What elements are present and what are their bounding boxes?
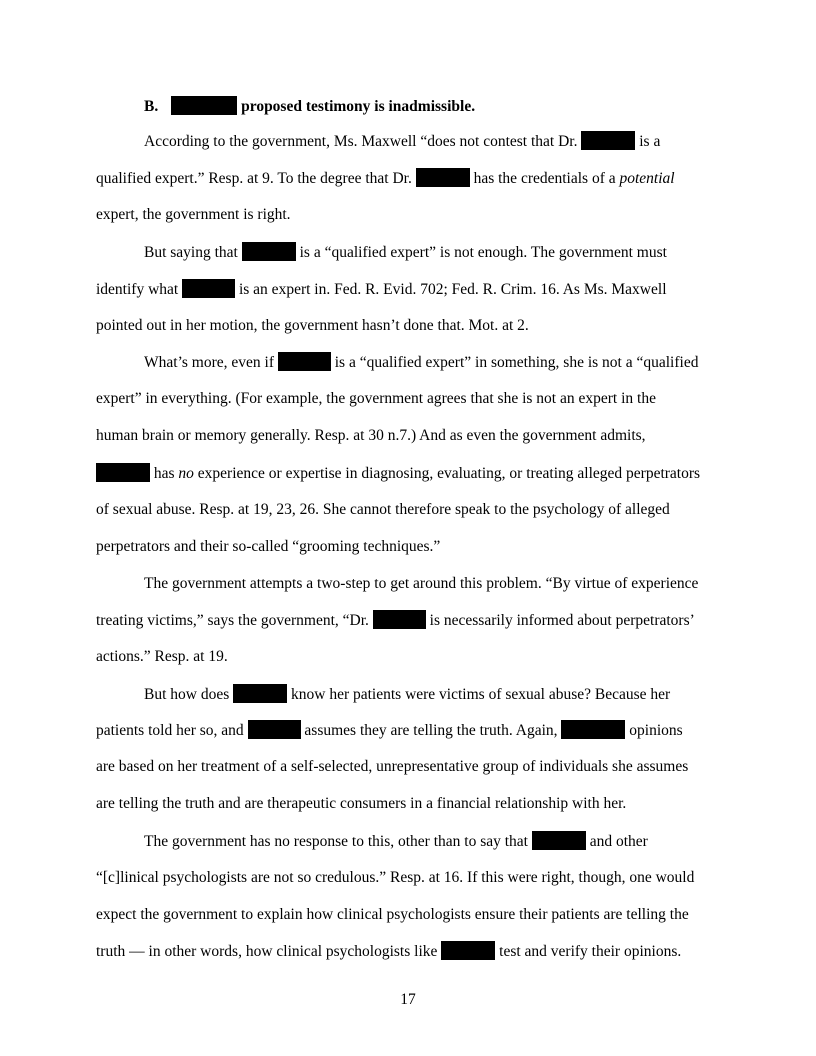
- text-run: know her patients were victims of sexual abuse? Because her: [291, 686, 671, 703]
- text-run: identify what: [96, 281, 179, 298]
- text-line: [144, 131, 660, 152]
- section-label: B.: [144, 98, 159, 115]
- section-heading: [144, 96, 475, 117]
- text-run: test and verify their opinions.: [499, 943, 682, 960]
- text-line: [144, 242, 667, 263]
- text-run: But how does: [144, 686, 230, 703]
- text-run: is a: [639, 133, 661, 150]
- text-line: [96, 168, 675, 189]
- text-run: The government has no response to this, other than to say that: [144, 833, 528, 850]
- text-line: [96, 610, 695, 631]
- text-line: [96, 647, 228, 667]
- emphasis-text: no: [178, 465, 194, 482]
- text-line: [96, 757, 688, 777]
- redaction: [242, 242, 296, 261]
- text-line: [96, 389, 656, 409]
- text-run: treating victims,” says the government, “Dr.: [96, 612, 369, 629]
- page-number: 17: [400, 991, 416, 1008]
- text-run: The government attempts a two-step to get around this problem. “By virtue of experience: [144, 575, 699, 592]
- redaction: [441, 941, 495, 960]
- text-run: of sexual abuse. Resp. at 19, 23, 26. She cannot therefore speak to the psychology of alleged: [96, 501, 670, 518]
- text-run: has the credentials of a: [473, 170, 616, 187]
- text-run: qualified expert.” Resp. at 9. To the degree that Dr.: [96, 170, 412, 187]
- redaction: [233, 684, 287, 703]
- text-run: assumes they are telling the truth. Again,: [304, 722, 558, 739]
- text-run: But saying that: [144, 244, 238, 261]
- text-line: [96, 537, 440, 557]
- text-run: “[c]linical psychologists are not so credulous.” Resp. at 16. If this were right, though, one would: [96, 869, 695, 886]
- text-line: [144, 831, 648, 852]
- text-line: [144, 352, 698, 373]
- text-line: [96, 426, 646, 446]
- text-run: and other: [589, 833, 648, 850]
- redaction: [532, 831, 586, 850]
- text-run: According to the government, Ms. Maxwell “does not contest that Dr.: [144, 133, 578, 150]
- text-run: is a “qualified expert” in something, she is not a “qualified: [334, 354, 699, 371]
- redaction: [248, 720, 301, 739]
- text-line: [96, 205, 291, 225]
- text-line: [96, 941, 681, 962]
- text-line: [96, 794, 626, 814]
- text-run: perpetrators and their so-called “grooming techniques.”: [96, 538, 441, 555]
- text-line: [96, 500, 670, 520]
- text-line: [96, 905, 689, 925]
- text-run: truth — in other words, how clinical psychologists like: [96, 943, 438, 960]
- text-run: is an expert in. Fed. R. Evid. 702; Fed. R. Crim. 16. As Ms. Maxwell: [238, 281, 667, 298]
- redaction: [561, 720, 625, 739]
- emphasis-text: potential: [619, 170, 675, 187]
- text-line: [96, 720, 683, 741]
- redaction: [278, 352, 331, 371]
- text-line: [144, 684, 670, 705]
- text-line: [96, 316, 529, 336]
- text-run: are telling the truth and are therapeutic consumers in a financial relationship with her.: [96, 795, 627, 812]
- text-line: [96, 279, 667, 300]
- text-run: patients told her so, and: [96, 722, 244, 739]
- text-run: What’s more, even if: [144, 354, 274, 371]
- text-run: pointed out in her motion, the government hasn’t done that. Mot. at 2.: [96, 317, 529, 334]
- redaction: [171, 96, 237, 115]
- text-run: expert, the government is right.: [96, 206, 291, 223]
- text-run: has: [153, 465, 175, 482]
- text-run: is a “qualified expert” is not enough. The government must: [299, 244, 667, 261]
- text-run: expect the government to explain how clinical psychologists ensure their patients are telling the: [96, 906, 689, 923]
- text-line: [144, 574, 698, 594]
- text-run: opinions: [629, 722, 683, 739]
- section-heading-text: proposed testimony is inadmissible.: [241, 98, 476, 115]
- text-run: is necessarily informed about perpetrators’: [429, 612, 695, 629]
- text-run: expert” in everything. (For example, the government agrees that she is not an expert in the: [96, 390, 656, 407]
- redaction: [182, 279, 235, 298]
- text-line: [96, 868, 694, 888]
- text-run: are based on her treatment of a self-selected, unrepresentative group of individuals she assumes: [96, 758, 689, 775]
- text-run: actions.” Resp. at 19.: [96, 648, 228, 665]
- redaction: [373, 610, 426, 629]
- redaction: [96, 463, 150, 482]
- text-line: [96, 463, 700, 484]
- redaction: [581, 131, 635, 150]
- redaction: [416, 168, 470, 187]
- text-run: experience or expertise in diagnosing, evaluating, or treating alleged perpetrators: [197, 465, 701, 482]
- text-run: human brain or memory generally. Resp. at 30 n.7.) And as even the government admits,: [96, 427, 646, 444]
